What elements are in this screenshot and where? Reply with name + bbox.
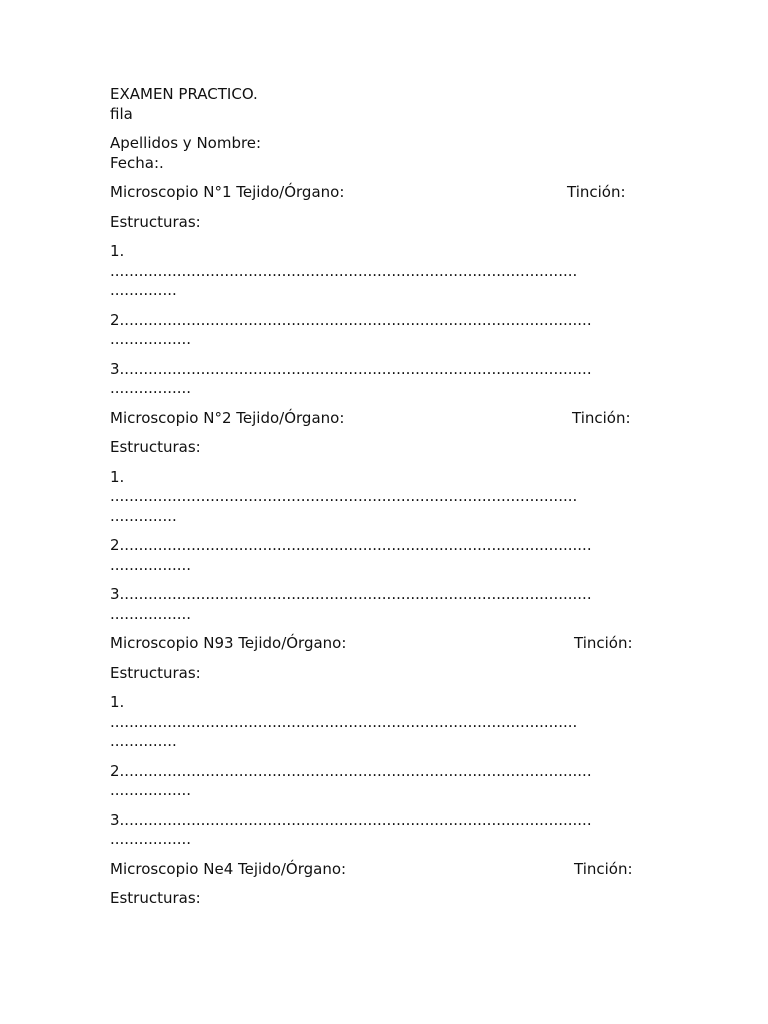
microscope-3-item-2: 2................................................................................................... (110, 761, 592, 780)
microscope-1-item-1-dots: .................................................................................................. (110, 261, 578, 280)
microscope-3-row (110, 634, 670, 654)
microscope-1-item-1-number: 1. (110, 242, 125, 260)
microscope-3-structures-label: Estructuras: (110, 663, 201, 682)
microscope-3-item-3: 3................................................................................................... (110, 810, 592, 829)
microscope-2-label: Microscopio N°2 Tejido/Órgano: (110, 408, 345, 427)
name-label: Apellidos y Nombre: (110, 134, 262, 152)
microscope-1-label: Microscopio N°1 Tejido/Órgano: (110, 183, 345, 201)
microscope-1-item-1-dots-cont: .............. (110, 281, 177, 299)
microscope-3-item-1-number: 1. (110, 693, 125, 711)
microscope-3-item-3-cont: ................. (110, 830, 192, 848)
microscope-3-stain-label: Tinción: (574, 634, 633, 652)
microscope-1-item-2: 2................................................................................................... (110, 310, 592, 329)
microscope-1-structures-label: Estructuras: (110, 212, 201, 231)
microscope-2-item-3: 3................................................................................................... (110, 585, 592, 603)
microscope-3-label: Microscopio N93 Tejido/Órgano: (110, 634, 347, 652)
microscope-4-row (110, 860, 670, 880)
microscope-1-item-3-cont: ................. (110, 379, 192, 397)
microscope-1-row (110, 183, 670, 203)
exam-document (110, 85, 670, 909)
microscope-1-item-2-cont: ................. (110, 330, 192, 348)
microscope-2-structures-label: Estructuras: (110, 438, 201, 456)
microscope-2-item-1-number: 1. (110, 467, 125, 486)
exam-subtitle: fila (110, 104, 133, 123)
exam-title: EXAMEN PRACTICO. (110, 85, 258, 103)
microscope-2-item-1-dots: .................................................................................................. (110, 487, 578, 505)
microscope-2-item-2: 2................................................................................................... (110, 536, 592, 554)
microscope-1-stain-label: Tinción: (567, 183, 626, 201)
microscope-2-item-1-dots-cont: .............. (110, 506, 177, 525)
microscope-1-item-3: 3................................................................................................... (110, 359, 592, 378)
microscope-2-stain-label: Tinción: (572, 408, 631, 427)
microscope-3-item-1-dots: .................................................................................................. (110, 712, 578, 731)
microscope-3-item-2-cont: ................. (110, 781, 192, 799)
microscope-4-label: Microscopio Ne4 Tejido/Órgano: (110, 859, 347, 878)
date-label: Fecha:. (110, 153, 164, 172)
microscope-2-item-3-cont: ................. (110, 604, 192, 623)
microscope-2-row (110, 409, 670, 429)
microscope-2-item-2-cont: ................. (110, 555, 192, 574)
microscope-4-structures-label: Estructuras: (110, 889, 201, 907)
microscope-4-stain-label: Tinción: (574, 859, 633, 878)
microscope-3-item-1-dots-cont: .............. (110, 732, 177, 750)
